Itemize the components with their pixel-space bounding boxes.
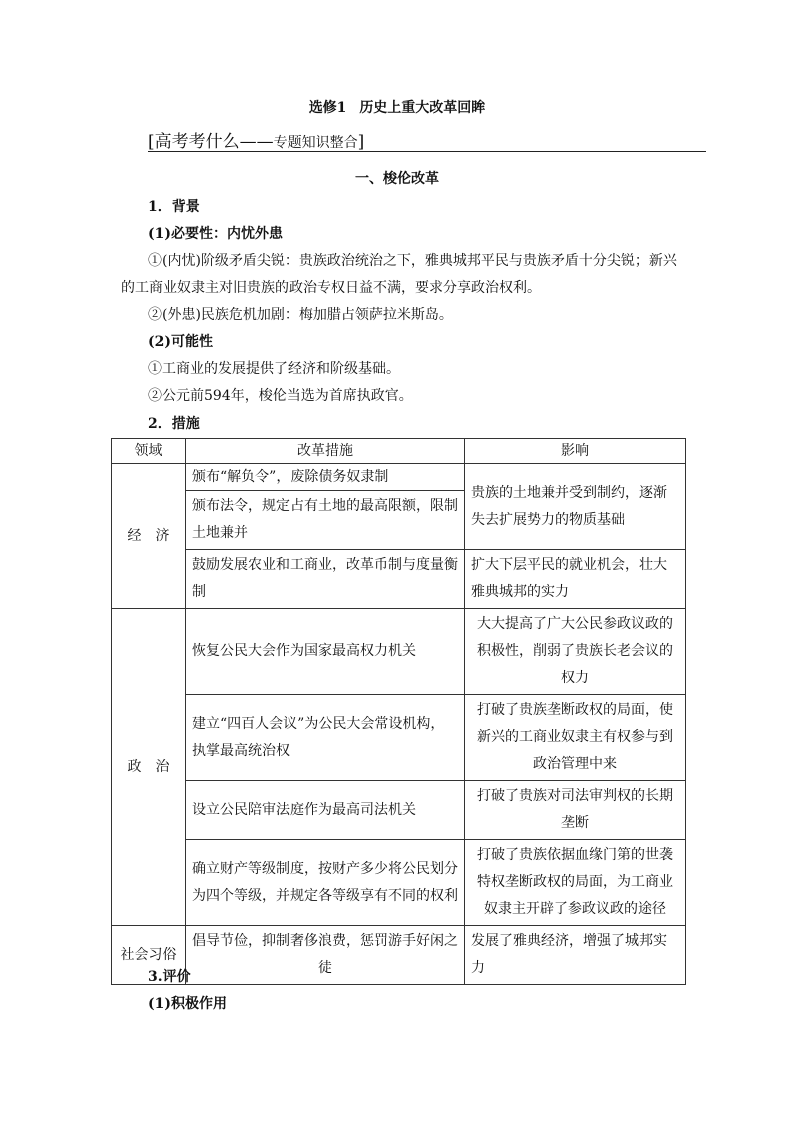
table-header-row xyxy=(112,439,686,464)
section-header-sub: 专题知识整合 xyxy=(273,135,358,151)
subheading-necessity: (1)必要性：内忧外患 xyxy=(148,226,283,242)
field-cell: 政 治 xyxy=(112,609,186,926)
table-row xyxy=(112,840,686,926)
paragraph-line: ②(外患)民族危机加剧：梅加腊占领萨拉米斯岛。 xyxy=(148,307,453,323)
chapter-heading: 一、梭伦改革 xyxy=(355,171,439,187)
table-row xyxy=(112,464,686,491)
impact-cell: 打破了贵族垄断政权的局面，使新兴的工商业奴隶主有权参与到政治管理中来 xyxy=(465,695,686,781)
measure-cell: 颁布“解负令”，废除债务奴隶制 xyxy=(186,464,465,491)
field-cell: 经 济 xyxy=(112,464,186,609)
page-title xyxy=(0,97,794,117)
table-row xyxy=(112,926,686,985)
measure-cell: 确立财产等级制度，按财产多少将公民划分为四个等级，并规定各等级享有不同的权利 xyxy=(186,840,465,926)
measure-cell: 恢复公民大会作为国家最高权力机关 xyxy=(186,609,465,695)
table-row xyxy=(112,550,686,609)
heading-measures: 2．措施 xyxy=(148,416,200,432)
measure-cell: 倡导节俭，抑制奢侈浪费，惩罚游手好闲之徒 xyxy=(186,926,465,985)
section-header-end: ] xyxy=(357,132,365,152)
section-header-main: [高考考什么—— xyxy=(148,132,274,152)
measure-cell: 设立公民陪审法庭作为最高司法机关 xyxy=(186,781,465,840)
impact-cell: 贵族的土地兼并受到制约，逐渐失去扩展势力的物质基础 xyxy=(465,464,686,550)
table-header: 影响 xyxy=(465,439,686,464)
impact-cell: 大大提高了广大公民参政议政的积极性，削弱了贵族长老会议的权力 xyxy=(465,609,686,695)
section-header xyxy=(148,127,706,152)
table-row xyxy=(112,695,686,781)
table-row xyxy=(112,781,686,840)
table-header: 改革措施 xyxy=(186,439,465,464)
field-cell: 社会习俗 xyxy=(112,926,186,985)
paragraph-line: 的工商业奴隶主对旧贵族的政治专权日益不满，要求分享政治权利。 xyxy=(121,280,541,296)
table-header: 领域 xyxy=(112,439,186,464)
paragraph-line: ②公元前594年，梭伦当选为首席执政官。 xyxy=(148,388,413,404)
title-part1: 选修1 xyxy=(308,100,347,116)
table-row xyxy=(112,609,686,695)
subheading-possibility: (2)可能性 xyxy=(148,334,213,350)
impact-cell: 扩大下层平民的就业机会，壮大雅典城邦的实力 xyxy=(465,550,686,609)
paragraph-line: ①(内忧)阶级矛盾尖锐：贵族政治统治之下，雅典城邦平民与贵族矛盾十分尖锐；新兴 xyxy=(148,253,677,269)
measure-cell: 建立“四百人会议”为公民大会常设机构，执掌最高统治权 xyxy=(186,695,465,781)
measure-cell: 颁布法令，规定占有土地的最高限额，限制土地兼并 xyxy=(186,491,465,550)
title-part2: 历史上重大改革回眸 xyxy=(359,100,486,116)
reform-table xyxy=(111,438,686,985)
subheading-positive: (1)积极作用 xyxy=(148,996,227,1012)
paragraph-line: ①工商业的发展提供了经济和阶级基础。 xyxy=(148,361,400,377)
impact-cell: 发展了雅典经济，增强了城邦实力 xyxy=(465,926,686,985)
impact-cell: 打破了贵族依据血缘门第的世袭特权垄断政权的局面，为工商业奴隶主开辟了参政议政的途径 xyxy=(465,840,686,926)
impact-cell: 打破了贵族对司法审判权的长期垄断 xyxy=(465,781,686,840)
heading-evaluation: 3.评价 xyxy=(148,969,191,985)
heading-background: 1．背景 xyxy=(148,199,200,215)
measure-cell: 鼓励发展农业和工商业，改革币制与度量衡制 xyxy=(186,550,465,609)
